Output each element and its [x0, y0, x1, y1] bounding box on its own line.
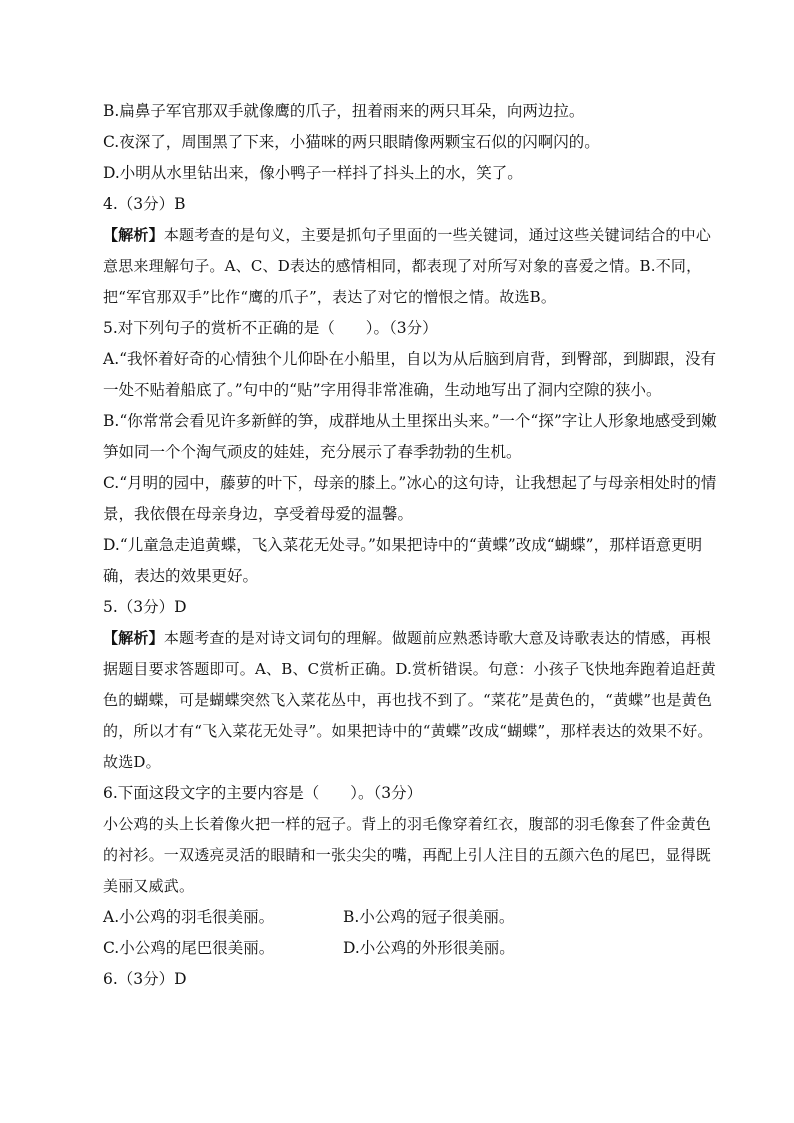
q5-option-b: B.“你常常会看见许多新鲜的笋，成群地从土里探出头来。”一个“探”字让人形象地感受到嫩笋如同一个个淘气顽皮的娃娃，充分展示了春季勃勃的生机。 — [103, 412, 717, 461]
q6-options-row-2 — [103, 933, 723, 964]
answer-4: 4.（3分）B — [103, 195, 186, 213]
analysis-tag: 【解析】 — [103, 226, 164, 244]
q3-option-b: B.扁鼻子军官那双手就像鹰的爪子，扭着雨来的两只耳朵，向两边拉。 — [103, 102, 585, 120]
q6-option-d: D.小公鸡的外形很美丽。 — [343, 939, 515, 957]
q5-option-a: A.“我怀着好奇的心情独个儿仰卧在小船里，自以为从后脑到肩背，到臀部，到脚跟，没有一处不贴着船底了。”句中的“贴”字用得非常准确，生动地写出了洞内空隙的狭小。 — [103, 350, 717, 399]
q6-option-a: A.小公鸡的羽毛很美丽。 — [103, 908, 275, 926]
q6-option-c: C.小公鸡的尾巴很美丽。 — [103, 939, 275, 957]
q6-option-b: B.小公鸡的冠子很美丽。 — [343, 908, 515, 926]
q3-option-d: D.小明从水里钻出来，像小鸭子一样抖了抖头上的水，笑了。 — [103, 164, 523, 182]
analysis-4 — [103, 220, 723, 313]
analysis-4-text: 本题考查的是句义，主要是抓句子里面的一些关键词，通过这些关键词结合的中心意思来理解句子。A、C、D表达的感情相同，都表现了对所写对象的喜爱之情。B.不同，把“军官那双手”比作“鹰的爪子”，表达了对它的憎恨之情。故选B。 — [103, 226, 712, 306]
analysis-5-text: 本题考查的是对诗文词句的理解。做题前应熟悉诗歌大意及诗歌表达的情感，再根据题目要求答题即可。A、B、C赏析正确。D.赏析错误。句意：小孩子飞快地奔跑着追赶黄色的蝴蝶，可是蝴蝶突然飞入菜花丛中，再也找不到了。“菜花”是黄色的，“黄蝶”也是黄色的，所以才有“飞入菜花无处寻”。如果把诗中的“黄蝶”改成“蝴蝶”，那样表达的效果不好。故选D。 — [103, 629, 716, 771]
q6-options-row-1 — [103, 902, 723, 933]
exam-page — [103, 96, 723, 995]
q5-option-c: C.“月明的园中，藤萝的叶下，母亲的膝上。”冰心的这句诗，让我想起了与母亲相处时的情景，我依偎在母亲身边，享受着母爱的温馨。 — [103, 474, 717, 523]
analysis-tag: 【解析】 — [103, 629, 164, 647]
q3-option-c: C.夜深了，周围黑了下来，小猫咪的两只眼睛像两颗宝石似的闪啊闪的。 — [103, 133, 600, 151]
question-6-stem: 6.下面这段文字的主要内容是（ ）。（3分） — [103, 784, 423, 802]
analysis-5 — [103, 623, 723, 778]
question-6-passage: 小公鸡的头上长着像火把一样的冠子。背上的羽毛像穿着红衣，腹部的羽毛像套了件金黄色的衬衫。一双透亮灵活的眼睛和一张尖尖的嘴，再配上引人注目的五颜六色的尾巴，显得既美丽又威武。 — [103, 815, 712, 895]
answer-6: 6.（3分）D — [103, 970, 187, 988]
answer-5: 5.（3分）D — [103, 598, 187, 616]
q5-option-d: D.“儿童急走追黄蝶，飞入菜花无处寻。”如果把诗中的“黄蝶”改成“蝴蝶”，那样语意更明确，表达的效果更好。 — [103, 536, 703, 585]
question-5-stem: 5.对下列句子的赏析不正确的是（ ）。（3分） — [103, 319, 438, 337]
